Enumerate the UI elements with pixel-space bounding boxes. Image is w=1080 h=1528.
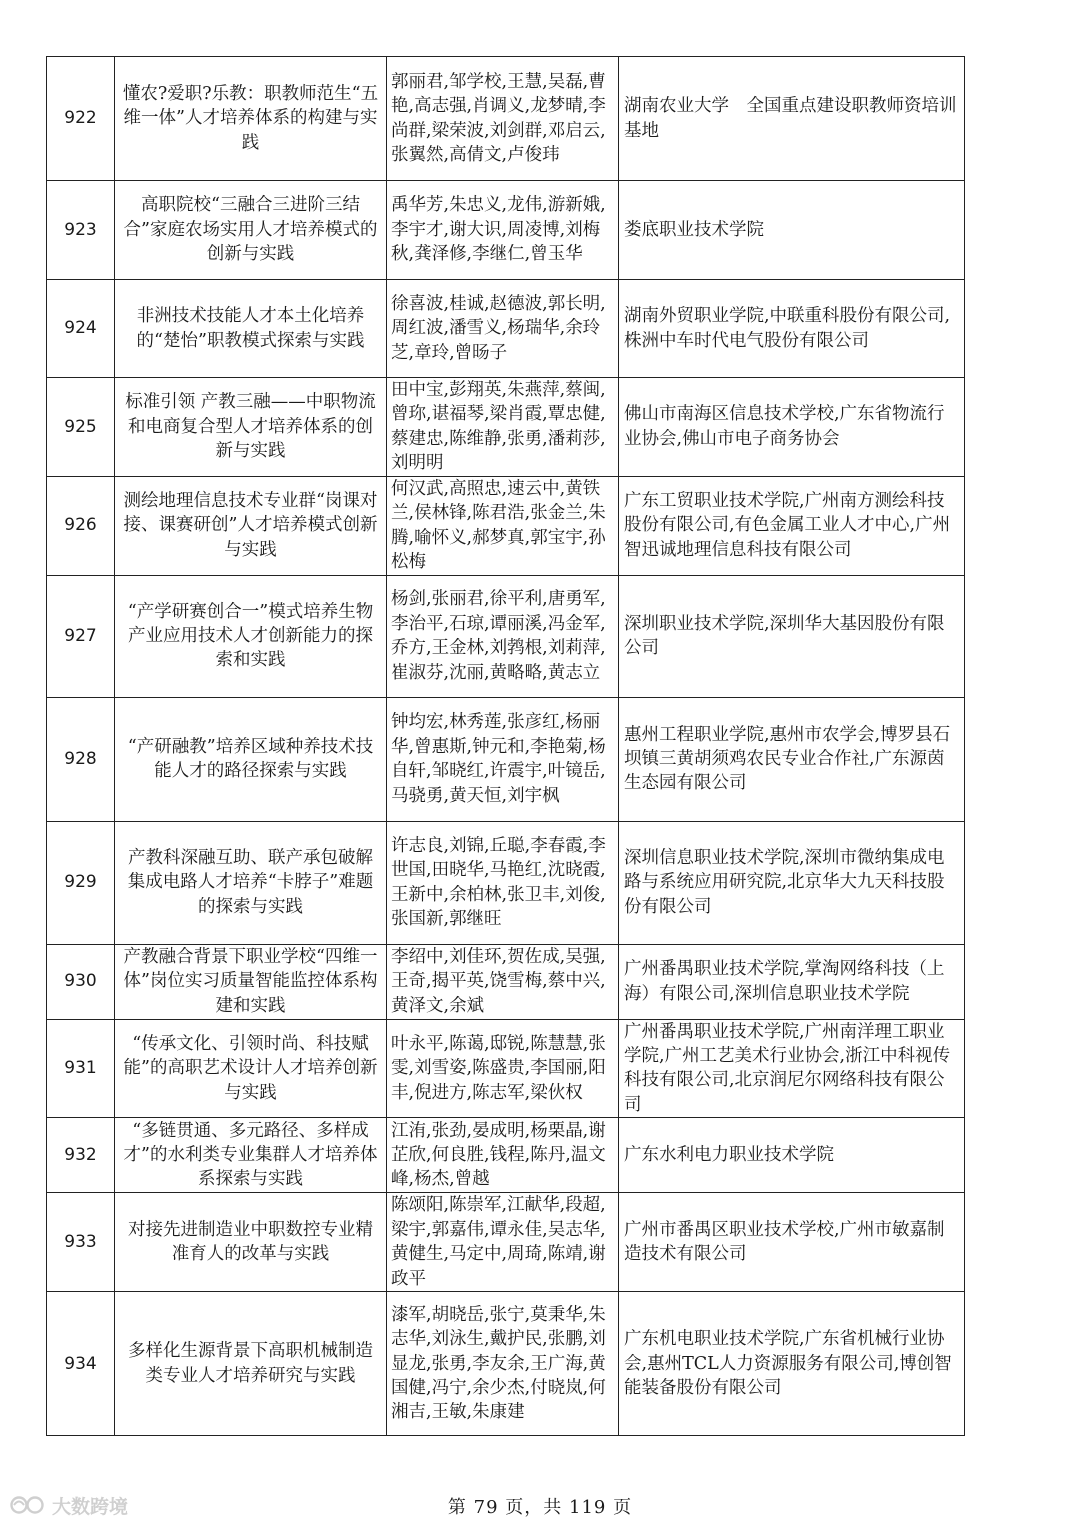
project-title: 懂农?爱职?乐教：职教师范生“五维一体”人才培养体系的构建与实践 xyxy=(115,57,387,181)
table-row xyxy=(47,181,965,280)
table-row xyxy=(47,1292,965,1436)
watermark-text: 大数跨境 xyxy=(52,1495,129,1518)
organizations: 娄底职业技术学院 xyxy=(619,181,965,280)
organizations: 广东工贸职业技术学院,广州南方测绘科技股份有限公司,有色金属工业人才中心,广州智迅诚地理信息科技有限公司 xyxy=(619,476,965,575)
row-number: 924 xyxy=(47,280,115,378)
project-title: “产研融教”培养区域种养技术技能人才的路径探索与实践 xyxy=(115,697,387,821)
project-title: 多样化生源背景下高职机械制造类专业人才培养研究与实践 xyxy=(115,1292,387,1436)
row-number: 927 xyxy=(47,575,115,697)
table-row xyxy=(47,378,965,477)
table-row xyxy=(47,1193,965,1292)
table-row xyxy=(47,476,965,575)
team-members: 徐喜波,桂诚,赵德波,郭长明,周红波,潘雪义,杨瑞华,余玲芝,章玲,曾旸子 xyxy=(387,280,619,378)
results-table xyxy=(46,56,965,1436)
project-title: 测绘地理信息技术专业群“岗课对接、课赛研创”人才培养模式创新与实践 xyxy=(115,476,387,575)
team-members: 漆军,胡晓岳,张宁,莫秉华,朱志华,刘泳生,戴护民,张鹏,刘显龙,张勇,李友余,王广海,黄国健,冯宁,余少杰,付晓岚,何湘吉,王敏,朱康建 xyxy=(387,1292,619,1436)
table-row xyxy=(47,944,965,1019)
team-members: 江洧,张劲,晏成明,杨栗晶,谢芷欣,何良胜,钱程,陈丹,温文峰,杨杰,曾越 xyxy=(387,1118,619,1193)
row-number: 932 xyxy=(47,1118,115,1193)
row-number: 922 xyxy=(47,57,115,181)
row-number: 931 xyxy=(47,1019,115,1118)
organizations: 惠州工程职业学院,惠州市农学会,博罗县石坝镇三黄胡须鸡农民专业合作社,广东源茵生态园有限公司 xyxy=(619,697,965,821)
organizations: 佛山市南海区信息技术学校,广东省物流行业协会,佛山市电子商务协会 xyxy=(619,378,965,477)
project-title: “产学研赛创合一”模式培养生物产业应用技术人才创新能力的探索和实践 xyxy=(115,575,387,697)
team-members: 钟均宏,林秀莲,张彦红,杨丽华,曾惠斯,钟元和,李艳菊,杨自轩,邹晓红,许震宇,叶镜岳,马骁勇,黄天恒,刘宇枫 xyxy=(387,697,619,821)
table-row xyxy=(47,1118,965,1193)
table-row xyxy=(47,1019,965,1118)
table-row xyxy=(47,821,965,944)
team-members: 禹华芳,朱忠义,龙伟,游新娥,李宇才,谢大识,周凌博,刘梅秋,龚泽修,李继仁,曾玉华 xyxy=(387,181,619,280)
team-members: 杨剑,张丽君,徐平利,唐勇军,李治平,石琼,谭丽溪,冯金军,乔方,王金林,刘鹁根,刘莉萍,崔淑芬,沈丽,黄略略,黄志立 xyxy=(387,575,619,697)
project-title: 对接先进制造业中职数控专业精准育人的改革与实践 xyxy=(115,1193,387,1292)
table-row xyxy=(47,280,965,378)
organizations: 湖南农业大学 全国重点建设职教师资培训基地 xyxy=(619,57,965,181)
table-row xyxy=(47,57,965,181)
organizations: 深圳信息职业技术学院,深圳市微纳集成电路与系统应用研究院,北京华大九天科技股份有限公司 xyxy=(619,821,965,944)
row-number: 934 xyxy=(47,1292,115,1436)
project-title: 标准引领 产教三融——中职物流和电商复合型人才培养体系的创新与实践 xyxy=(115,378,387,477)
organizations: 湖南外贸职业学院,中联重科股份有限公司,株洲中车时代电气股份有限公司 xyxy=(619,280,965,378)
organizations: 广州市番禺区职业技术学校,广州市敏嘉制造技术有限公司 xyxy=(619,1193,965,1292)
team-members: 许志良,刘锦,丘聪,李春霞,李世国,田晓华,马艳红,沈晓霞,王新中,余柏林,张卫丰,刘俊,张国新,郭继旺 xyxy=(387,821,619,944)
row-number: 926 xyxy=(47,476,115,575)
row-number: 930 xyxy=(47,944,115,1019)
organizations: 深圳职业技术学院,深圳华大基因股份有限公司 xyxy=(619,575,965,697)
project-title: 高职院校“三融合三进阶三结合”家庭农场实用人才培养模式的创新与实践 xyxy=(115,181,387,280)
table-row xyxy=(47,697,965,821)
row-number: 933 xyxy=(47,1193,115,1292)
team-members: 田中宝,彭翔英,朱燕萍,蔡闽,曾珎,谌福琴,梁肖霞,覃忠健,蔡建忠,陈维静,张勇,潘莉莎,刘明明 xyxy=(387,378,619,477)
row-number: 923 xyxy=(47,181,115,280)
row-number: 928 xyxy=(47,697,115,821)
team-members: 郭丽君,邹学校,王慧,吴磊,曹艳,高志强,肖调义,龙梦晴,李尚群,梁荣波,刘剑群,邓启云,张翼然,高倩文,卢俊玮 xyxy=(387,57,619,181)
organizations: 广州番禺职业技术学院,掌淘网络科技（上海）有限公司,深圳信息职业技术学院 xyxy=(619,944,965,1019)
row-number: 929 xyxy=(47,821,115,944)
table-row xyxy=(47,575,965,697)
project-title: “多链贯通、多元路径、多样成才”的水利类专业集群人才培养体系探索与实践 xyxy=(115,1118,387,1193)
organizations: 广东机电职业技术学院,广东省机械行业协会,惠州TCL人力资源服务有限公司,博创智能装备股份有限公司 xyxy=(619,1292,965,1436)
team-members: 陈颂阳,陈崇军,江献华,段超,梁宇,郭嘉伟,谭永佳,吴志华,黄健生,马定中,周琦,陈靖,谢政平 xyxy=(387,1193,619,1292)
team-members: 李绍中,刘佳环,贺佐成,吴强,王奇,揭平英,饶雪梅,蔡中兴,黄泽文,余斌 xyxy=(387,944,619,1019)
organizations: 广东水利电力职业技术学院 xyxy=(619,1118,965,1193)
project-title: 产教融合背景下职业学校“四维一体”岗位实习质量智能监控体系构建和实践 xyxy=(115,944,387,1019)
row-number: 925 xyxy=(47,378,115,477)
team-members: 叶永平,陈蔼,邸锐,陈慧慧,张雯,刘雪姿,陈盛贵,李国丽,阳丰,倪进方,陈志军,梁伙权 xyxy=(387,1019,619,1118)
project-title: 产教科深融互助、联产承包破解集成电路人才培养“卡脖子”难题的探索与实践 xyxy=(115,821,387,944)
page-footer: 第 79 页，共 119 页 xyxy=(447,1497,633,1518)
team-members: 何汉武,高照忠,速云中,黄铁兰,侯林锋,陈君浩,张金兰,朱腾,喻怀义,郝梦真,郭宝宇,孙松梅 xyxy=(387,476,619,575)
organizations: 广州番禺职业技术学院,广州南洋理工职业学院,广州工艺美术行业协会,浙江中科视传科技有限公司,北京润尼尔网络科技有限公司 xyxy=(619,1019,965,1118)
project-title: 非洲技术技能人才本土化培养的“楚怡”职教模式探索与实践 xyxy=(115,280,387,378)
project-title: “传承文化、引领时尚、科技赋能”的高职艺术设计人才培养创新与实践 xyxy=(115,1019,387,1118)
